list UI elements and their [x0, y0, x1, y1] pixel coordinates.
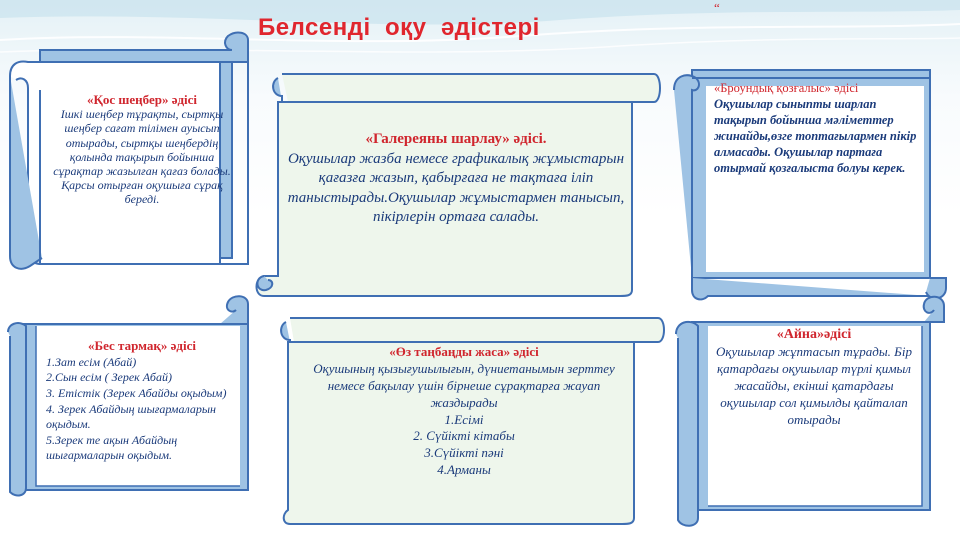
card-bes-heading: «Бес тармақ» әдісі: [88, 338, 196, 353]
card-qos-body: Ішкі шеңбер тұрақты, сыртқы шеңбер сағат тілімен ауысып отырады, сыртқы шеңбердің қолында тақырып бойынша сұрақтар жазылған қағаз болады. Қарсы отырған оқушыға сұрақ береді.: [53, 107, 231, 207]
card-oz: [270, 314, 668, 528]
card-oz-heading: «Өз таңбаңды жаса» әдісі: [389, 344, 539, 359]
card-oz-item: 2. Сүйікті кітабы: [413, 428, 515, 444]
card-bes-item: 4. Зерек Абайдың шығармаларын оқыдым.: [46, 401, 216, 432]
card-gallery-body: Оқушылар жазба немесе графикалық жұмыстарын қағазға жазып, қабырғаға не тақтаға іліп таныстырады.Оқушылар жұмыстармен танысып, пікірлерін ортаға салады.: [287, 150, 625, 225]
card-brown-body: Оқушылар сыныпты шарлап тақырып бойынша мәліметтер жинайды,өзге топтағылармен пікір алмасады. Оқушылар партаға отырмай қозғалыста болуы керек.: [714, 97, 917, 175]
card-bes-item: 5.Зерек те ақын Абайдың шығармаларын оқыдым.: [46, 432, 178, 463]
card-mirror-body: Оқушылар жұптасып тұрады. Бір қатардағы оқушылар түрлі қимыл жасайды, екінші қатардағы оқушылар сол қимылды қайталап отырады: [716, 344, 912, 427]
page-title: Белсенді оқу әдістері: [258, 14, 540, 41]
card-qos-shenber: [0, 28, 256, 276]
corner-quote-mark: “: [714, 0, 720, 15]
card-qos-heading: «Қос шеңбер» әдісі: [86, 92, 198, 107]
card-bes-item: 3. Етістік (Зерек Абайды оқыдым): [46, 386, 227, 401]
card-gallery-heading: «Галереяны шарлау» әдісі.: [365, 131, 547, 147]
card-oz-item: 4.Арманы: [437, 462, 491, 478]
card-mirror-heading: «Айна»әдісі: [776, 327, 852, 342]
card-bes-item: 1.Зат есім (Абай): [46, 354, 137, 369]
card-bes: [0, 292, 256, 500]
card-bes-item: 2.Сын есім ( Зерек Абай): [46, 370, 172, 385]
card-brown-heading: «Броундық қозғалыс» әдісі: [714, 81, 859, 95]
card-brown: [668, 64, 954, 304]
card-oz-item: 3.Сүйікті пәні: [424, 445, 504, 461]
card-mirror: [668, 292, 954, 532]
card-oz-body: Оқушының қызығушылығын, дүниетанымын зерттеу немесе бақылау үшін бірнеше сұрақтарға жауап жаздырады: [313, 360, 615, 410]
card-gallery-text: [282, 130, 630, 228]
card-mirror-text: [708, 326, 920, 429]
card-brown-text: [714, 80, 920, 176]
card-qos-text: [44, 92, 240, 206]
card-oz-item: 1.Есімі: [444, 411, 484, 427]
card-bes-text: [46, 338, 238, 464]
card-oz-text: [294, 344, 634, 479]
card-gallery: [248, 68, 664, 300]
